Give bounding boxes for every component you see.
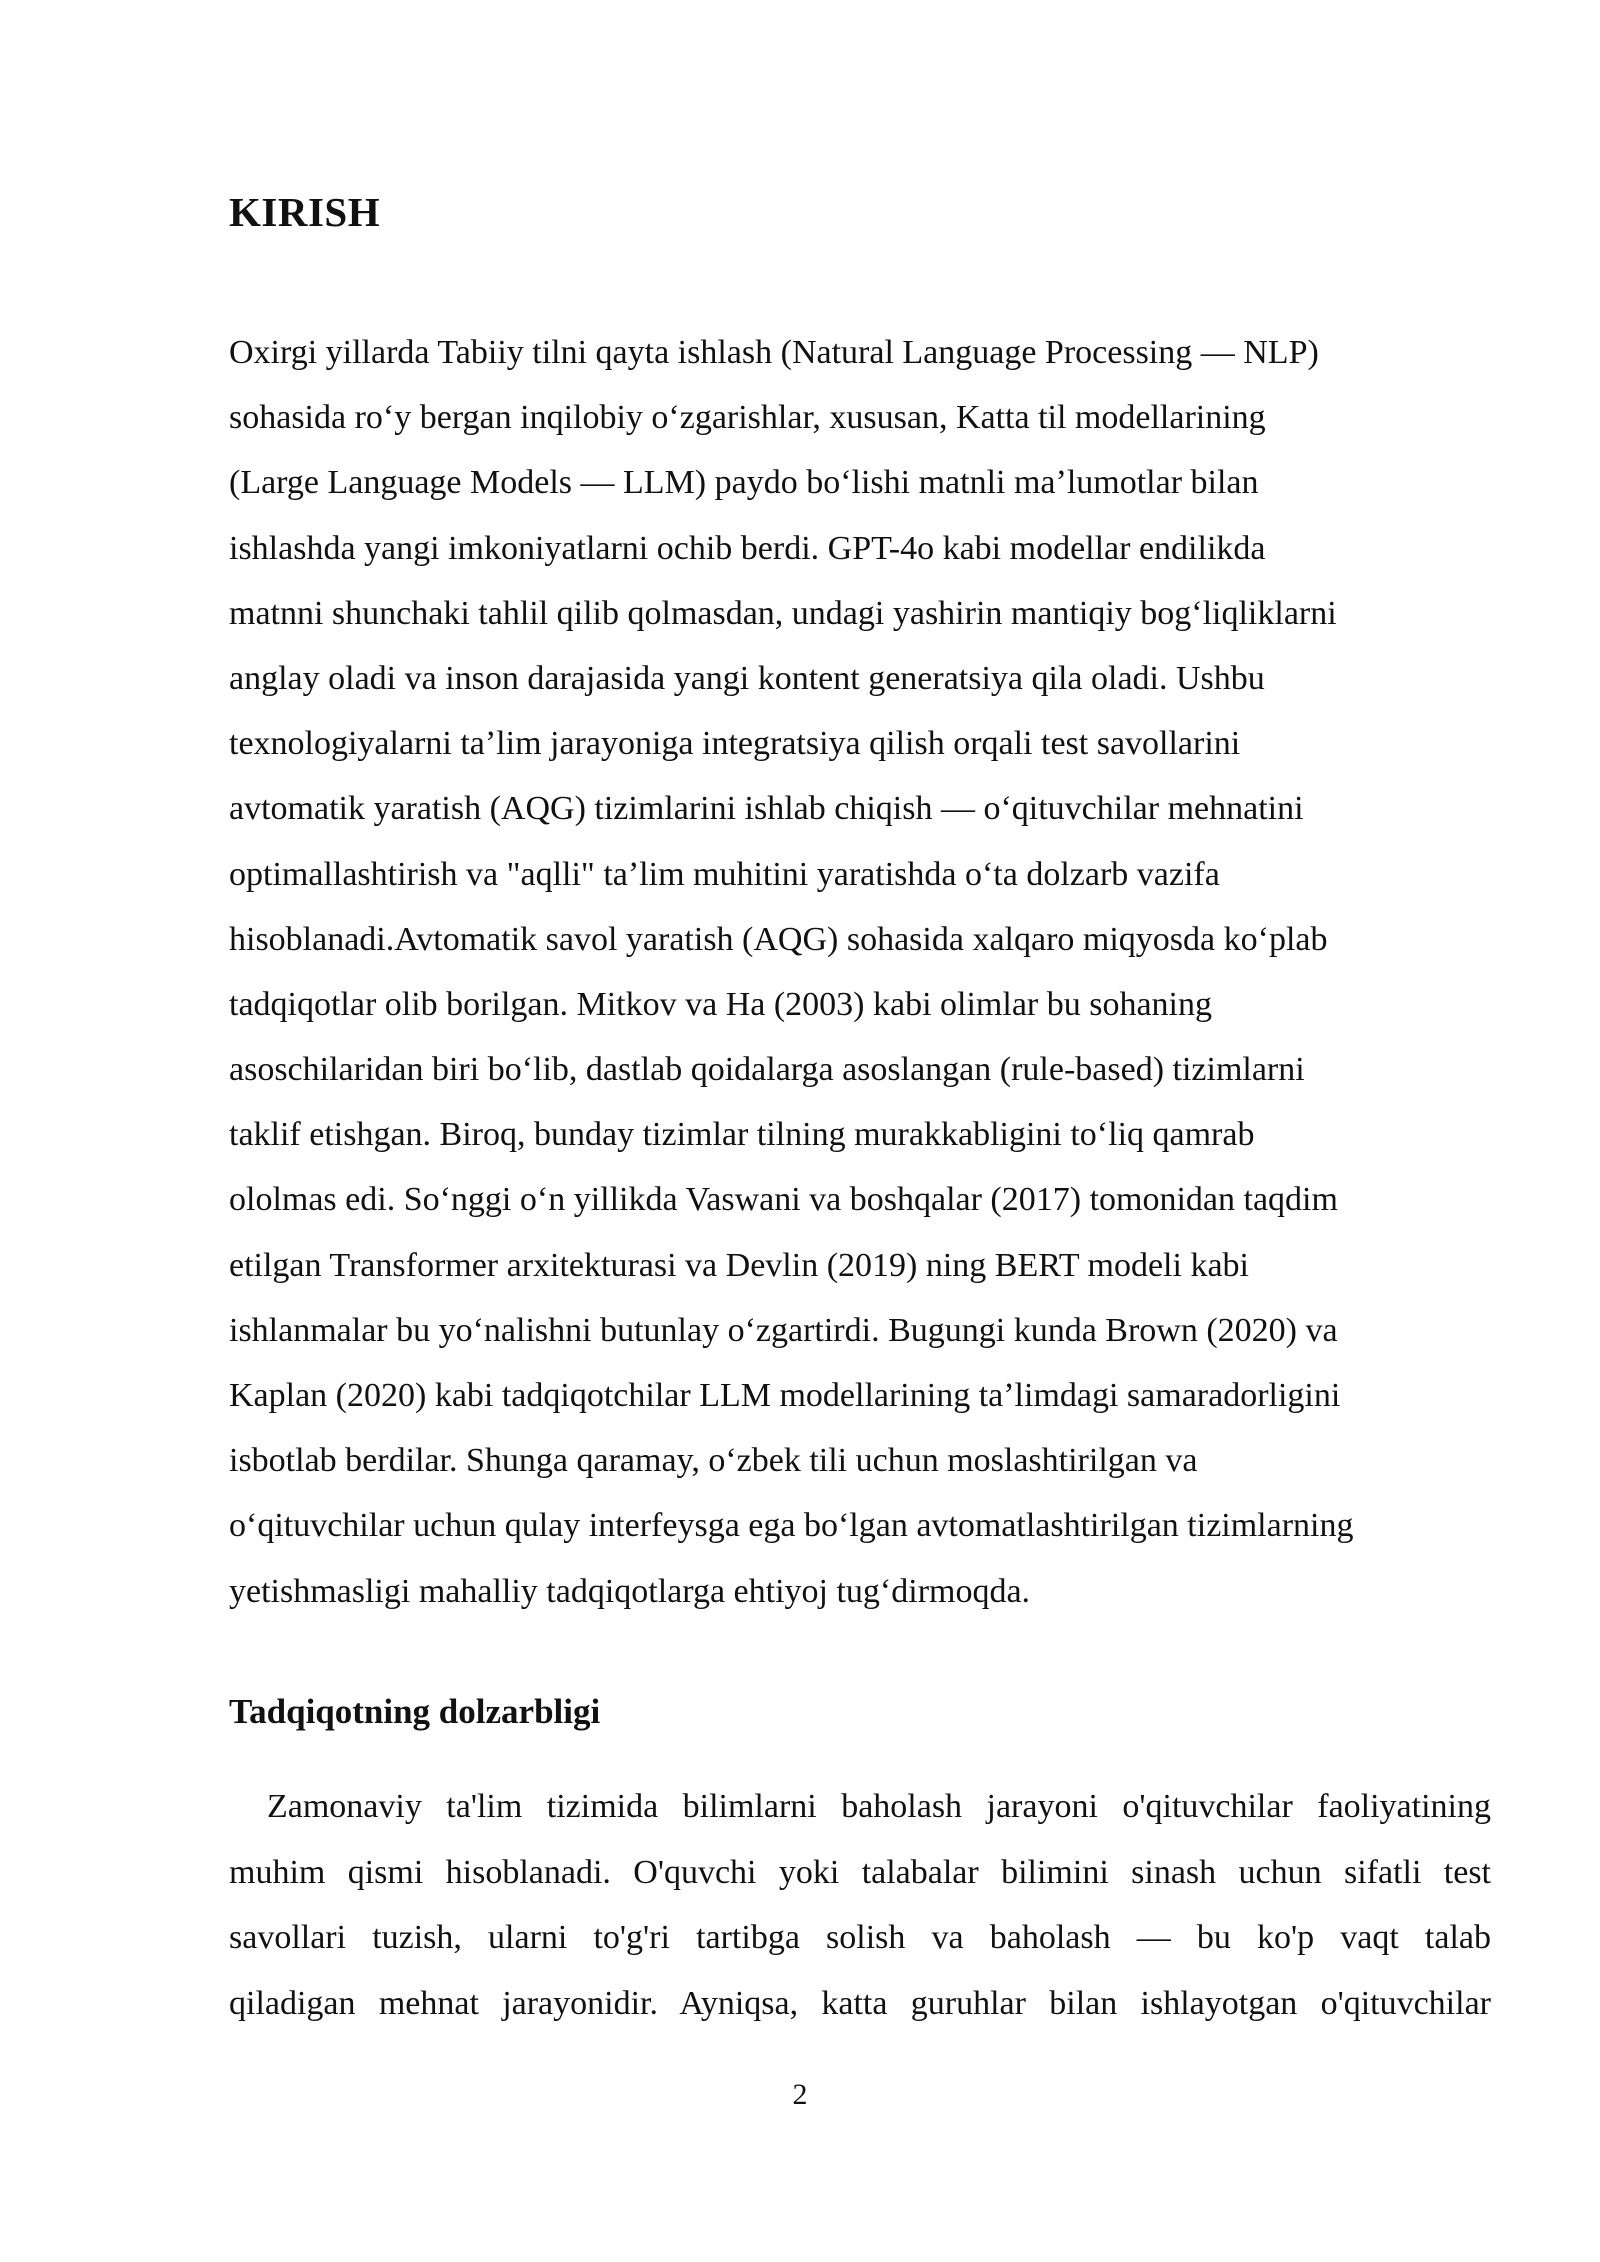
paragraph-line: oʻqituvchilar uchun qulay interfeysga ega boʻlgan avtomatlashtirilgan tizimlarning <box>229 1507 1354 1545</box>
paragraph-line: texnologiyalarni taʼlim jarayoniga integratsiya qilish orqali test savollarini <box>229 725 1241 763</box>
paragraph-line: Kaplan (2020) kabi tadqiqotchilar LLM modellarining taʼlimdagi samaradorligini <box>229 1377 1341 1414</box>
paragraph-line: ishlanmalar bu yoʻnalishni butunlay oʻzgartirdi. Bugungi kunda Brown (2020) va <box>229 1311 1338 1349</box>
paragraph-line: sohasida roʻy bergan inqilobiy oʻzgarishlar, xususan, Katta til modellarining <box>229 399 1266 437</box>
section-heading: KIRISH <box>229 189 381 235</box>
paragraph-line: Oxirgi yillarda Tabiiy tilni qayta ishlash (Natural Language Processing — NLP) <box>229 334 1319 371</box>
paragraph-line: ololmas edi. Soʻnggi oʻn yillikda Vaswani va boshqalar (2017) tomonidan taqdim <box>229 1181 1338 1219</box>
paragraph-line: optimallashtirish va "aqlli" taʼlim muhitini yaratishda oʻta dolzarb vazifa <box>229 855 1220 893</box>
paragraph-line: isbotlab berdilar. Shunga qaramay, oʻzbek tili uchun moslashtirilgan va <box>229 1442 1198 1480</box>
paragraph-line: tadqiqotlar olib borilgan. Mitkov va Ha (2003) kabi olimlar bu sohaning <box>229 985 1212 1023</box>
subsection-heading: Tadqiqotning dolzarbligi <box>229 1692 601 1731</box>
relevance-paragraph <box>229 1774 1491 2036</box>
paragraph-line: muhim qismi hisoblanadi. O'quvchi yoki talabalar bilimini sinash uchun sifatli test <box>229 1853 1491 1891</box>
intro-paragraph <box>229 320 1491 1624</box>
paragraph-line: ishlashda yangi imkoniyatlarni ochib berdi. GPT-4o kabi modellar endilikda <box>229 529 1266 567</box>
paragraph-line: (Large Language Models — LLM) paydo boʻlishi matnli maʼlumotlar bilan <box>229 464 1259 502</box>
paragraph-line: yetishmasligi mahalliy tadqiqotlarga ehtiyoj tugʻdirmoqda. <box>229 1572 1031 1610</box>
paragraph-line: Zamonaviy ta'lim tizimida bilimlarni baholash jarayoni o'qituvchilar faoliyatining <box>267 1788 1491 1825</box>
paragraph-line: hisoblanadi.Avtomatik savol yaratish (AQG) sohasida xalqaro miqyosda koʻplab <box>229 920 1328 958</box>
paragraph-line: savollari tuzish, ularni to'g'ri tartibga solish va baholash — bu ko'p vaqt talab <box>229 1919 1491 1956</box>
page-number: 2 <box>792 2078 808 2111</box>
paragraph-line: anglay oladi va inson darajasida yangi kontent generatsiya qila oladi. Ushbu <box>229 659 1265 697</box>
paragraph-line: avtomatik yaratish (AQG) tizimlarini ishlab chiqish — oʻqituvchilar mehnatini <box>229 790 1304 828</box>
paragraph-line: etilgan Transformer arxitekturasi va Devlin (2019) ning BERT modeli kabi <box>229 1246 1249 1284</box>
paragraph-line: qiladigan mehnat jarayonidir. Ayniqsa, katta guruhlar bilan ishlayotgan o'qituvchilar <box>229 1984 1491 2022</box>
paragraph-line: taklif etishgan. Biroq, bunday tizimlar tilning murakkabligini toʻliq qamrab <box>229 1116 1255 1154</box>
paragraph-line: asoschilaridan biri boʻlib, dastlab qoidalarga asoslangan (rule-based) tizimlarni <box>229 1051 1305 1089</box>
paragraph-line: matnni shunchaki tahlil qilib qolmasdan, undagi yashirin mantiqiy bogʻliqliklarni <box>229 594 1337 632</box>
